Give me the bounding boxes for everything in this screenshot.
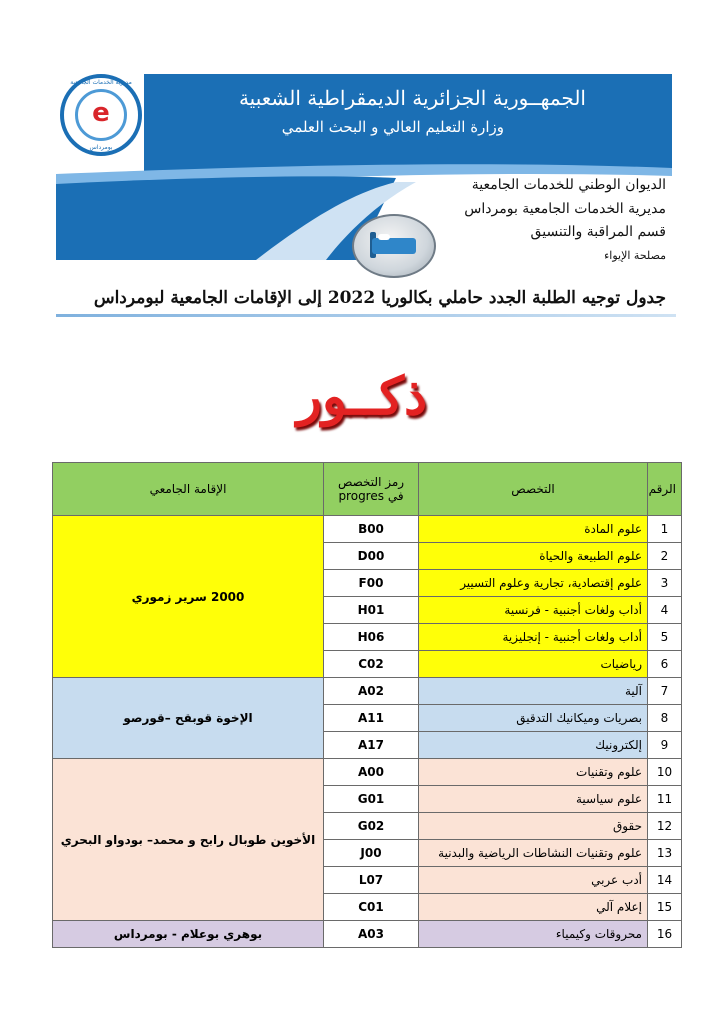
republic-title: الجمهــورية الجزائرية الديمقراطية الشعبية — [238, 86, 586, 110]
row-specialty: علوم المادة — [419, 516, 648, 543]
row-specialty: أداب ولغات أجنبية - فرنسية — [419, 597, 648, 624]
row-code: A02 — [324, 678, 419, 705]
ministry-title: وزارة التعليم العالي و البحث العلمي — [281, 118, 504, 136]
office-name: الديوان الوطني للخدمات الجامعية — [471, 177, 666, 193]
header-code: رمز التخصص في progres — [324, 463, 419, 516]
row-code: A03 — [324, 921, 419, 948]
bed-icon — [352, 214, 436, 278]
row-code: H01 — [324, 597, 419, 624]
row-code: A00 — [324, 759, 419, 786]
row-num: 15 — [648, 894, 682, 921]
row-num: 1 — [648, 516, 682, 543]
row-code: A17 — [324, 732, 419, 759]
row-num: 11 — [648, 786, 682, 813]
row-code: A11 — [324, 705, 419, 732]
row-num: 14 — [648, 867, 682, 894]
row-specialty: أدب عربي — [419, 867, 648, 894]
row-num: 16 — [648, 921, 682, 948]
row-code: G02 — [324, 813, 419, 840]
row-specialty: إلكترونيك — [419, 732, 648, 759]
row-num: 10 — [648, 759, 682, 786]
row-specialty: بصريات وميكانيك التدقيق — [419, 705, 648, 732]
row-code: H06 — [324, 624, 419, 651]
header-residence: الإقامة الجامعي — [53, 463, 324, 516]
orientation-table — [52, 462, 682, 948]
row-num: 5 — [648, 624, 682, 651]
row-specialty: علوم إقتصادية، تجارية وعلوم التسيير — [419, 570, 648, 597]
row-specialty: آلية — [419, 678, 648, 705]
title-underline — [56, 314, 676, 317]
row-code: G01 — [324, 786, 419, 813]
logo-letter: e — [92, 98, 110, 128]
row-code: B00 — [324, 516, 419, 543]
residence-cell: بوهري بوعلام - بومرداس — [53, 921, 324, 948]
table-row — [53, 516, 682, 543]
gender-heading: ذكــور — [296, 366, 428, 427]
row-specialty: علوم وتقنيات النشاطات الرياضية والبدنية — [419, 840, 648, 867]
header-num: الرقم — [648, 463, 682, 516]
row-num: 4 — [648, 597, 682, 624]
row-specialty: علوم وتقنيات — [419, 759, 648, 786]
residence-cell: 2000 سرير زموري — [53, 516, 324, 678]
row-num: 3 — [648, 570, 682, 597]
logo-text-bottom: بومرداس — [89, 144, 113, 151]
row-code: L07 — [324, 867, 419, 894]
logo-emblem — [75, 89, 127, 141]
header-specialty: التخصص — [419, 463, 648, 516]
logo-text-top: مديرية الخدمات الجامعية — [70, 79, 132, 86]
row-code: J00 — [324, 840, 419, 867]
row-num: 6 — [648, 651, 682, 678]
row-specialty: حقوق — [419, 813, 648, 840]
table-row — [53, 678, 682, 705]
row-specialty: محروقات وكيمياء — [419, 921, 648, 948]
row-num: 9 — [648, 732, 682, 759]
department-name: قسم المراقبة والتنسيق — [530, 224, 666, 240]
row-num: 13 — [648, 840, 682, 867]
row-num: 2 — [648, 543, 682, 570]
residence-cell: الأخوين طوبال رابح و محمد– بودواو البحري — [53, 759, 324, 921]
row-specialty: علوم الطبيعة والحياة — [419, 543, 648, 570]
row-specialty: رياضيات — [419, 651, 648, 678]
row-code: C01 — [324, 894, 419, 921]
directorate-name: مديرية الخدمات الجامعية بومرداس — [464, 201, 666, 217]
residence-cell: الإخوة قوبقح –قورصو — [53, 678, 324, 759]
row-specialty: إعلام آلي — [419, 894, 648, 921]
table-header-row — [53, 463, 682, 516]
row-code: D00 — [324, 543, 419, 570]
row-num: 8 — [648, 705, 682, 732]
row-code: F00 — [324, 570, 419, 597]
document-title: جدول توجيه الطلبة الجدد حاملي بكالوريا 2022 إلى الإقامات الجامعية لبومرداس — [93, 288, 666, 308]
row-specialty: علوم سياسية — [419, 786, 648, 813]
table-row — [53, 921, 682, 948]
organization-logo — [60, 74, 142, 156]
row-code: C02 — [324, 651, 419, 678]
table-row — [53, 759, 682, 786]
row-specialty: أداب ولغات أجنبية - إنجليزية — [419, 624, 648, 651]
service-name: مصلحة الإيواء — [604, 249, 666, 262]
row-num: 7 — [648, 678, 682, 705]
row-num: 12 — [648, 813, 682, 840]
